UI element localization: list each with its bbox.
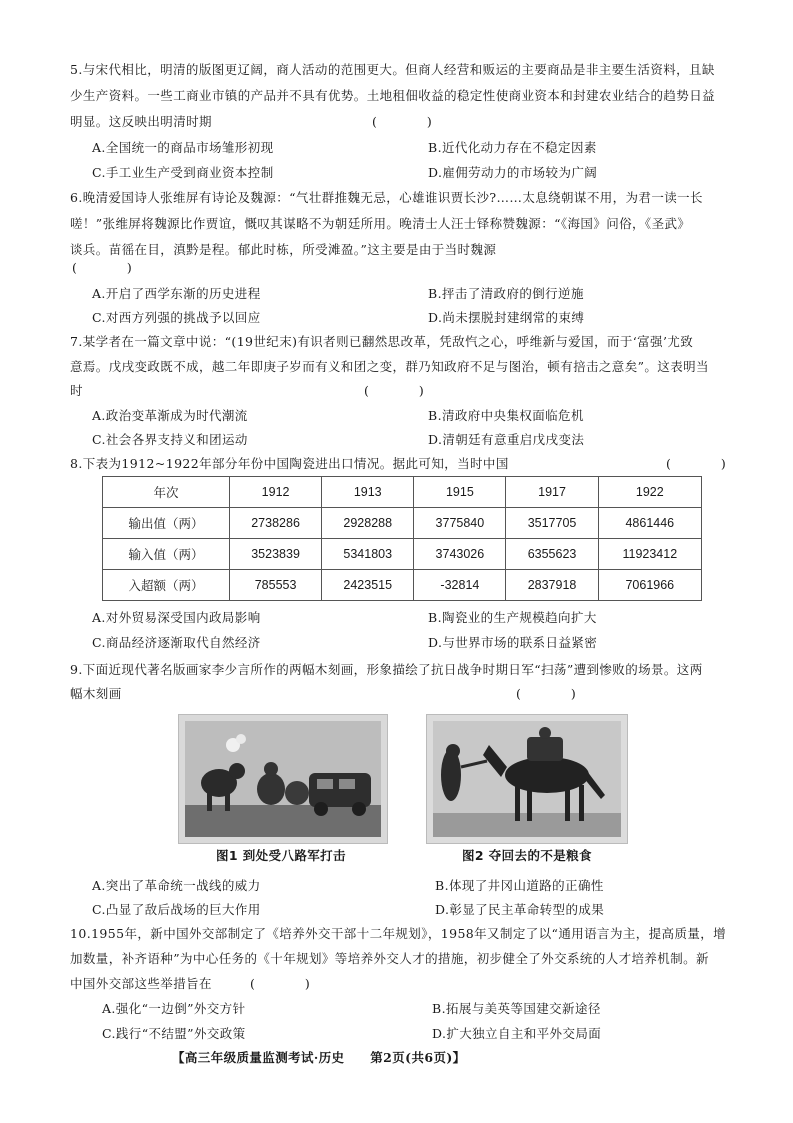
table-row-label: 输入值（两） (103, 539, 230, 570)
q5-option-a: A.全国统一的商品市场雏形初现 (92, 140, 274, 155)
table-cell: 2423515 (322, 570, 414, 601)
table-cell: 2928288 (322, 508, 414, 539)
table-cell: -32814 (414, 570, 506, 601)
figure-2-caption: 图2 夺回去的不是粮食 (462, 848, 592, 863)
q7-stem-line1: 7.某学者在一篇文章中说：“(19世纪末)有识者则已翻然思改革，凭敌忾之心，呼维新与爱国，而于‘富强’尤致 (70, 334, 694, 349)
q8-answer-blank: ( ) (666, 456, 726, 471)
table-cell: 2837918 (506, 570, 598, 601)
q7-option-b: B.清政府中央集权面临危机 (428, 408, 584, 423)
q9-stem-line2: 幅木刻画 (70, 686, 122, 701)
q5-stem-line2: 少生产资料。一些工商业市镇的产品并不具有优势。土地租佃收益的稳定性使商业资本和封建农业结合的趋势日益 (70, 88, 716, 103)
table-header-cell: 1912 (230, 477, 322, 508)
q6-stem-line1: 6.晚清爱国诗人张维屏有诗论及魏源：“气壮群推魏无忌，心雄谁识贾长沙?……太息绕朝谋不用，为君一读一长 (70, 190, 703, 205)
q6-option-d: D.尚未摆脱封建纲常的束缚 (428, 310, 585, 325)
q7-option-c: C.社会各界支持义和团运动 (92, 432, 248, 447)
table-header-row (103, 477, 702, 508)
q6-stem-line2: 嗟！”张维屏将魏源比作贾谊，慨叹其谋略不为朝廷所用。晚清士人汪士铎称赞魏源：“《海国》问俗，《圣武》 (70, 216, 691, 231)
table-cell: 7061966 (598, 570, 701, 601)
q10-option-c: C.践行“不结盟”外交政策 (102, 1026, 246, 1041)
q9-option-a: A.突出了革命统一战线的威力 (92, 878, 261, 893)
q6-option-b: B.抨击了清政府的倒行逆施 (428, 286, 584, 301)
q8-option-d: D.与世界市场的联系日益紧密 (428, 635, 598, 650)
q7-stem-line2: 意焉。戊戌变政既不成，越二年即庚子岁而有义和团之变，群乃知政府不足与图治，顿有掊击之意矣”。这表明当 (70, 359, 709, 374)
table-row-label: 入超额（两） (103, 570, 230, 601)
table-row-label: 输出值（两） (103, 508, 230, 539)
table-cell: 3517705 (506, 508, 598, 539)
woodcut-image-2 (427, 715, 627, 843)
q5-option-d: D.雇佣劳动力的市场较为广阔 (428, 165, 598, 180)
q6-stem-line3: 谈兵。苗徭在目，滇黔是程。郁此时栋，所受滩盈。”这主要是由于当时魏源 (70, 242, 497, 257)
table-header-cell: 1915 (414, 477, 506, 508)
q7-option-a: A.政治变革渐成为时代潮流 (92, 408, 248, 423)
q9-option-c: C.凸显了敌后战场的巨大作用 (92, 902, 261, 917)
table-cell: 4861446 (598, 508, 701, 539)
table-cell: 3523839 (230, 539, 322, 570)
q7-option-d: D.清朝廷有意重启戊戌变法 (428, 432, 585, 447)
q7-answer-blank: ( ) (364, 383, 424, 398)
q6-option-c: C.对西方列强的挑战予以回应 (92, 310, 261, 325)
q9-option-d: D.彰显了民主革命转型的成果 (435, 902, 605, 917)
woodcut-image-1 (179, 715, 387, 843)
q10-option-d: D.扩大独立自主和平外交局面 (432, 1026, 602, 1041)
woodcut-figure-2 (426, 714, 628, 844)
q5-stem-line1: 5.与宋代相比，明清的版图更辽阔，商人活动的范围更大。但商人经营和贩运的主要商品是非主要生活资料，且缺 (70, 62, 715, 77)
q10-stem-line1: 10.1955年，新中国外交部制定了《培养外交干部十二年规划》，1958年又制定了以“通用语言为主，提高质量，增 (70, 926, 727, 941)
table-row (103, 508, 702, 539)
q5-answer-blank: ( ) (372, 114, 432, 129)
table-cell: 11923412 (598, 539, 701, 570)
q9-stem-line1: 9.下面近现代著名版画家李少言所作的两幅木刻画，形象描绘了抗日战争时期日军“扫荡”遭到惨败的场景。这两 (70, 662, 703, 677)
q6-answer-blank: ( ) (72, 260, 132, 275)
figure-1-caption: 图1 到处受八路军打击 (216, 848, 346, 863)
table-cell: 785553 (230, 570, 322, 601)
table-row (103, 570, 702, 601)
table-cell: 6355623 (506, 539, 598, 570)
table-header-cell: 1913 (322, 477, 414, 508)
table-cell: 2738286 (230, 508, 322, 539)
q7-stem-line3: 时 (70, 383, 83, 398)
q5-stem-line3: 明显。这反映出明清时期 (70, 114, 212, 129)
q10-answer-blank: ( ) (250, 976, 310, 991)
woodcut-figure-1 (178, 714, 388, 844)
page-footer: 【高三年级质量监测考试·历史 第2页(共6页)】 (172, 1050, 466, 1065)
q8-option-c: C.商品经济逐渐取代自然经济 (92, 635, 261, 650)
q5-option-b: B.近代化动力存在不稳定因素 (428, 140, 597, 155)
q6-option-a: A.开启了西学东渐的历史进程 (92, 286, 261, 301)
q8-option-b: B.陶瓷业的生产规模趋向扩大 (428, 610, 597, 625)
q10-stem-line2: 加数量，补齐语种”为中心任务的《十年规划》等培养外交人才的措施，初步健全了外交系统的人才培养机制。新 (70, 951, 709, 966)
table-cell: 3743026 (414, 539, 506, 570)
table-row (103, 539, 702, 570)
table-header-cell: 年次 (103, 477, 230, 508)
q8-option-a: A.对外贸易深受国内政局影响 (92, 610, 261, 625)
table-header-cell: 1922 (598, 477, 701, 508)
table-cell: 3775840 (414, 508, 506, 539)
table-header-cell: 1917 (506, 477, 598, 508)
table-cell: 5341803 (322, 539, 414, 570)
q8-stem-line1: 8.下表为1912~1922年部分年份中国陶瓷进出口情况。据此可知，当时中国 (70, 456, 509, 471)
q5-option-c: C.手工业生产受到商业资本控制 (92, 165, 274, 180)
q10-stem-line3: 中国外交部这些举措旨在 (70, 976, 212, 991)
q9-option-b: B.体现了井冈山道路的正确性 (435, 878, 604, 893)
q10-option-b: B.拓展与美英等国建交新途径 (432, 1001, 601, 1016)
q10-option-a: A.强化“一边倒”外交方针 (102, 1001, 246, 1016)
trade-table (102, 476, 702, 601)
q9-answer-blank: ( ) (516, 686, 576, 701)
